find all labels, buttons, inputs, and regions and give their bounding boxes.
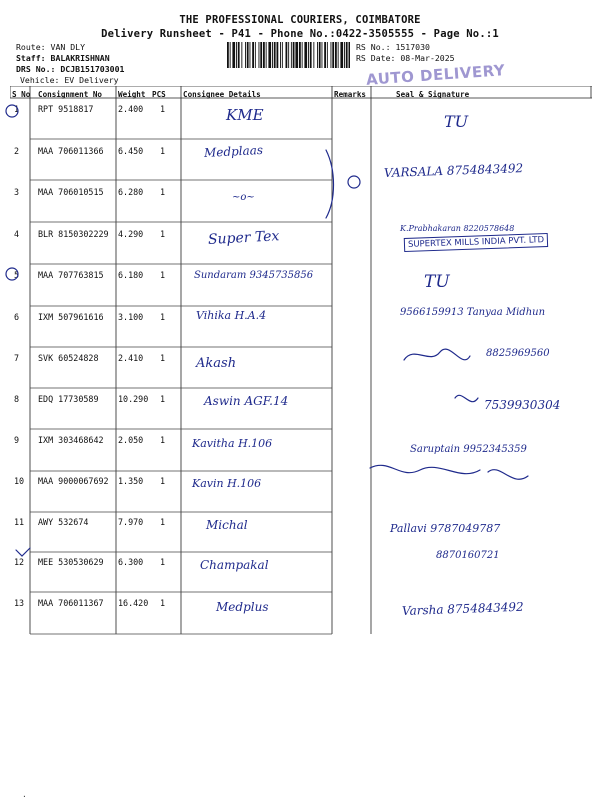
row-consignment: IXM 303468642 — [38, 435, 104, 445]
row-pcs: 1 — [160, 187, 166, 197]
row-sno: 9 — [14, 435, 20, 445]
handwritten-consignee: Vihika H.A.4 — [196, 309, 267, 322]
col-header-pcs: PCS — [152, 90, 166, 99]
company-seal: SUPERTEX MILLS INDIA PVT. LTD — [404, 233, 549, 252]
company-title: THE PROFESSIONAL COURIERS, COIMBATORE — [179, 14, 421, 26]
handwritten-consignee: Sundaram 9345735856 — [194, 270, 314, 281]
row-sno: 7 — [14, 353, 20, 363]
row-weight: 3.100 — [118, 312, 144, 322]
row-pcs: 1 — [160, 353, 166, 363]
row-consignment: AWY 532674 — [38, 517, 89, 527]
row-weight: 4.290 — [118, 229, 144, 239]
row-pcs: 1 — [160, 598, 166, 608]
row-sno: 8 — [14, 394, 20, 404]
row-pcs: 1 — [160, 104, 166, 114]
row-consignment: MAA 706010515 — [38, 187, 104, 197]
row-weight: 6.300 — [118, 557, 144, 567]
route-line — [16, 42, 85, 52]
col-header-weight: Weight — [118, 90, 146, 99]
handwritten-signature: Saruptain 9952345359 — [410, 444, 527, 455]
row-pcs: 1 — [160, 517, 166, 527]
row-consignment: MAA 707763815 — [38, 270, 104, 280]
handwritten-consignee: Champakal — [200, 558, 269, 572]
drs-label: DRS No.: — [16, 64, 56, 74]
row-consignment: MEE 530530629 — [38, 557, 104, 567]
row-weight: 2.400 — [118, 104, 144, 114]
row-consignment: IXM 507961616 — [38, 312, 104, 322]
vehicle-line — [20, 75, 119, 85]
handwritten-consignee: KME — [226, 106, 264, 124]
row-weight: 6.180 — [118, 270, 144, 280]
runsheet-subtitle: Delivery Runsheet - P41 - Phone No.:0422-3505555 - Page No.:1 — [101, 28, 499, 40]
row-pcs: 1 — [160, 435, 166, 445]
row-sno: 6 — [14, 312, 20, 322]
row-consignment: EDQ 17730589 — [38, 394, 99, 404]
staff-value: BALAKRISHNAN — [50, 53, 110, 63]
handwritten-signature: 7539930304 — [484, 398, 561, 412]
col-header-remarks: Remarks — [334, 90, 367, 99]
row-weight: 10.290 — [118, 394, 149, 404]
handwritten-consignee: Medplaas — [203, 142, 264, 160]
row-weight: 1.350 — [118, 476, 144, 486]
staff-label: Staff: — [16, 53, 46, 63]
row-pcs: 1 — [160, 557, 166, 567]
handwritten-consignee: Michal — [206, 518, 248, 532]
row-consignment: RPT 9518817 — [38, 104, 94, 114]
rs-date-label: RS Date: — [356, 53, 396, 63]
row-pcs: 1 — [160, 229, 166, 239]
page-dot: . — [22, 790, 27, 799]
row-pcs: 1 — [160, 146, 166, 156]
vehicle-label: Vehicle: — [20, 75, 60, 85]
handwritten-consignee: ~o~ — [232, 192, 255, 203]
handwritten-signature: Pallavi 9787049787 — [390, 522, 501, 535]
row-consignment: BLR 8150302229 — [38, 229, 109, 239]
row-consignment: MAA 9000067692 — [38, 476, 109, 486]
row-weight: 7.970 — [118, 517, 144, 527]
handwritten-consignee: Kavin H.106 — [192, 477, 262, 490]
row-sno: 13 — [14, 598, 25, 608]
row-sno: 11 — [14, 517, 25, 527]
row-sno: 12 — [14, 557, 25, 567]
handwritten-signature: K.Prabhakaran 8220578648 — [400, 224, 515, 233]
handwritten-consignee: Akash — [196, 356, 237, 371]
row-sno: 10 — [14, 476, 25, 486]
handwritten-consignee: Super Tex — [207, 228, 280, 248]
handwritten-signature: TU — [424, 272, 450, 292]
handwritten-signature: Varsha 8754843492 — [401, 599, 524, 618]
row-sno: 3 — [14, 187, 20, 197]
row-weight: 6.280 — [118, 187, 144, 197]
handwritten-consignee: Kavitha H.106 — [192, 437, 273, 450]
barcode-image — [226, 42, 350, 68]
col-header-seal: Seal & Signature — [396, 90, 470, 99]
row-pcs: 1 — [160, 312, 166, 322]
row-consignment: SVK 60524828 — [38, 353, 99, 363]
row-sno: 4 — [14, 229, 20, 239]
handwritten-signature: VARSALA 8754843492 — [383, 161, 524, 180]
col-header-consignee: Consignee Details — [183, 90, 261, 99]
handwritten-consignee: Aswin AGF.14 — [204, 394, 289, 408]
route-label: Route: — [16, 42, 46, 52]
handwritten-consignee: Medplus — [216, 600, 269, 614]
handwritten-signature: 9566159913 Tanyaa Midhun — [400, 307, 546, 318]
row-sno: 2 — [14, 146, 20, 156]
staff-line — [16, 53, 110, 63]
handwritten-signature: TU — [444, 112, 469, 131]
row-weight: 2.050 — [118, 435, 144, 445]
row-weight: 6.450 — [118, 146, 144, 156]
rs-date-line — [356, 53, 455, 63]
drs-line — [16, 64, 124, 74]
row-pcs: 1 — [160, 476, 166, 486]
row-consignment: MAA 706011366 — [38, 146, 104, 156]
rs-date-value: 08-Mar-2025 — [400, 53, 455, 63]
drs-value: DCJB151703001 — [60, 64, 125, 74]
row-sno: 5 — [14, 270, 20, 280]
row-pcs: 1 — [160, 394, 166, 404]
row-consignment: MAA 706011367 — [38, 598, 104, 608]
row-weight: 16.420 — [118, 598, 149, 608]
auto-delivery-stamp: AUTO DELIVERY — [365, 61, 506, 89]
handwritten-signature: 8870160721 — [436, 550, 500, 561]
row-weight: 2.410 — [118, 353, 144, 363]
col-header-consignment: Consignment No — [38, 90, 103, 99]
row-sno: 1 — [14, 104, 20, 114]
handwritten-signature: 8825969560 — [486, 348, 550, 359]
row-pcs: 1 — [160, 270, 166, 280]
route-value: VAN DLY — [50, 42, 86, 52]
rs-no-label: RS No.: — [356, 42, 391, 52]
rs-no-value: 1517030 — [395, 42, 430, 52]
col-header-sno: S No — [12, 90, 31, 99]
vehicle-value: EV Delivery — [64, 75, 119, 85]
rs-no-line — [356, 42, 430, 52]
